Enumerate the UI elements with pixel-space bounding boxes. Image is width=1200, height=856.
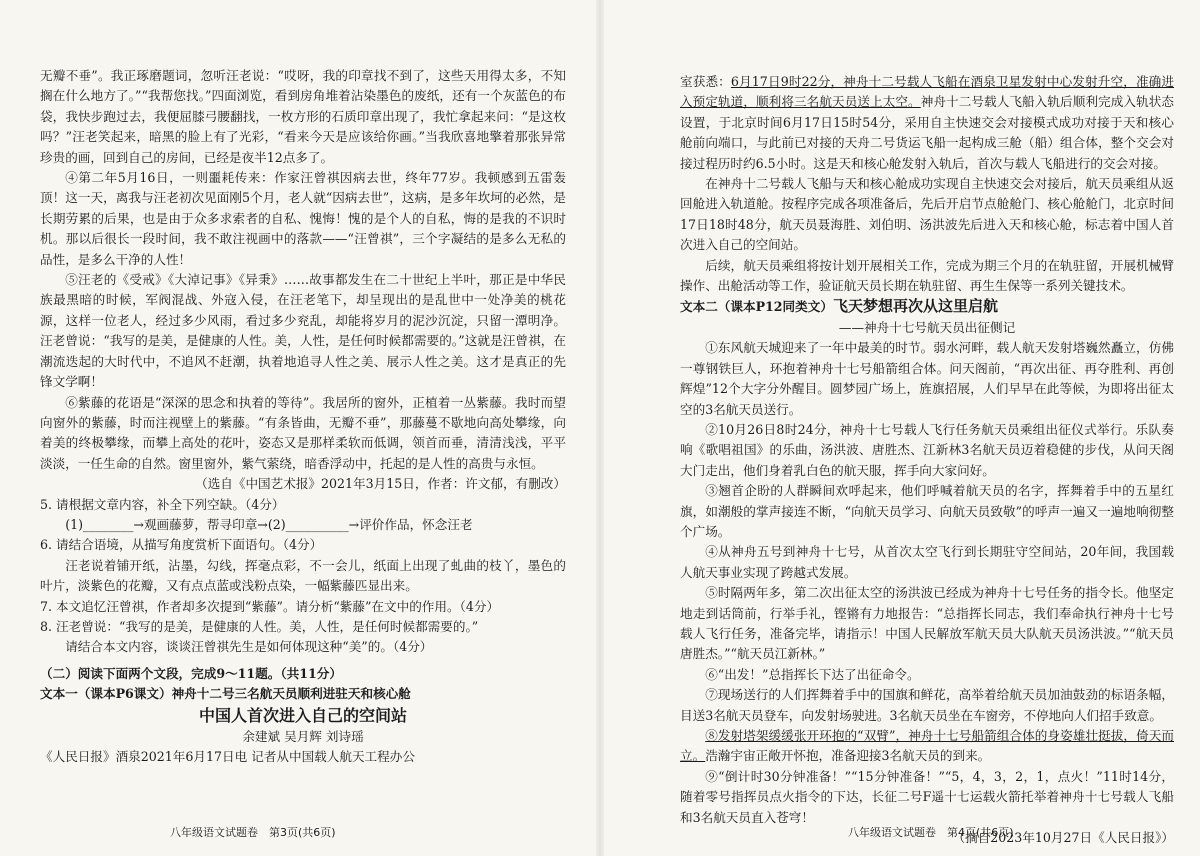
- question-5-flowchart: (1)________→观画藤萝，帮寻印章→(2)__________→评价作品，怀念汪老: [65, 516, 473, 532]
- underlined-sentence: 6月17日9时22分，神舟十二号载人飞船在酒泉卫星发射中心发射升空，准确进入预定轨道，顺利将三名航天员送上太空。: [680, 74, 1175, 110]
- text2-paragraph-5: ⑤时隔两年多，第二次出征太空的汤洪波已经成为神舟十七号任务的指令长。他坚定地走到话筒前，行举手礼，铿锵有力地报告：“总指挥长同志，我们奉命执行神舟十七号载人飞行任务，准备完毕，请指示！中国人民解放军航天员大队航天员汤洪波。”“航天员唐胜杰。”“航天员江新林。”: [680, 585, 1174, 662]
- exam-page-4: [600, 0, 1200, 856]
- text1-title: 中国人首次进入自己的空间站: [198, 705, 407, 725]
- paragraph-6: ⑥紫藤的花语是“深深的思念和执着的等待”。我居所的窗外，正植着一丛紫藤。我时而望向窗外的紫藤，时而注视壁上的紫藤。“有条皆曲，无瓣不垂”，那藤蔓不歇地向高处攀缘，向着美的终极攀缘，而攀上高处的花叶，姿态又是那样柔软而低调，领首而垂，清清浅浅，平平淡淡，一任生命的自然。窗里窗外，紫气萦绕，暗香浮动中，托起的是人性的高贵与永恒。: [40, 394, 566, 471]
- text2-paragraph-8-rest: 浩瀚宇宙正敞开怀抱，准备迎接3名航天员的到来。: [705, 748, 991, 764]
- page-footer: 八年级语文试题卷 第4页(共6页): [848, 826, 1014, 839]
- article-source: （选自《中国艺术报》2021年3月15日，作者：许文郁，有删改）: [195, 476, 566, 492]
- text2-label: 文本二（课本P12同类文）: [680, 299, 833, 315]
- underlined-sentence: ⑧发射塔架缓缓张开环抱的“双臂”，神舟十七号船箭组合体的身姿雄壮挺拔，倚天而立。: [680, 728, 1174, 764]
- text2-paragraph-7: ⑦现场送行的人们挥舞着手中的国旗和鲜花，高举着给航天员加油鼓劲的标语条幅，目送3名航天员登车，向发射场驶进。3名航天员坐在车窗旁，不停地向人们招手致意。: [680, 687, 1174, 723]
- page-footer: 八年级语文试题卷 第3页(共6页): [170, 826, 336, 839]
- text2-paragraph-8: [680, 726, 1174, 767]
- text2-paragraph-6: ⑥“出发！”总指挥长下达了出征命令。: [705, 666, 920, 682]
- text2-paragraph-4: ④从神舟五号到神舟十七号，从首次太空飞行到长期驻守空间站，20年间，我国载人航天事业实现了跨越式发展。: [680, 544, 1174, 580]
- question-8: 8. 汪老曾说：“我写的是美，是健康的人性。美，人性，是任何时候都需要的。”: [40, 618, 479, 634]
- paragraph-continued: 无瓣不垂”。我正琢磨题词，忽听汪老说：“哎呀，我的印章找不到了，这些天用得太多，不知搁在什么地方了。”“我帮您找。”四面浏览，看到房角堆着沾染墨色的废纸，还有一个灰蓝色的布袋，我快步跑过去，我便屈膝弓腰翻找，一枚方形的石质印章出现了，我忙拿起来问：“是这枚吗？”汪老笑起来，暗黑的脸上有了光彩，“看来今天是应该给你画。”当我欣喜地擎着那张异常珍贵的画，回到自己的房间，已经是夜半12点多了。: [40, 68, 566, 165]
- paragraph-5: ⑤汪老的《受戒》《大淖记事》《异秉》……故事都发生在二十世纪上半叶，那正是中华民族最黑暗的时候，军阀混战、外寇入侵，在汪老笔下，却呈现出的是乱世中一处净美的桃花源，这样一位老人，经过多少风雨，看过多少兖乱，却能将岁月的泥沙沉淀，只留一潭明净。汪老曾说：“我写的是美，是健康的人性。美，人性，是任何时候都需要的。”这就是汪曾祺，在潮流迭起的大时代中，不追风不赶潮，执着地追寻人性之美、展示人性之美。这才是真正的先锋文学啊！: [40, 272, 566, 390]
- text1-authors: 余建斌 吴月辉 刘诗瑶: [242, 728, 364, 744]
- text2-subtitle: ——神舟十七号航天员出征侧记: [838, 319, 1016, 335]
- text1-paragraph-1: [680, 72, 1174, 174]
- text1-label: 文本一（课本P6课文）神舟十二号三名航天员顺利进驻天和核心舱: [40, 686, 411, 702]
- text1-dateline: 《人民日报》酒泉2021年6月17日电 记者从中国载人航天工程办公: [40, 749, 415, 764]
- text1-paragraph-1-rest: 神舟十二号载人飞船入轨后顺利完成入轨状态设置，于北京时间6月17日15时54分，采用自主快速交会对接模式成功对接于天和核心舱前向端口，与此前已对接的天舟二号货运飞船一起构成三舱（船）组合体，整个交会对接过程历时约6.5小时。这是天和核心舱发射入轨后，首次与载人飞船进行的交会对接。: [680, 94, 1175, 171]
- text1-paragraph-3: 后续，航天员乘组将按计划开展相关工作，完成为期三个月的在轨驻留，开展机械臂操作、出舱活动等工作，验证航天员长期在轨驻留、再生生保等一系列关键技术。: [680, 257, 1174, 294]
- text1-paragraph-2: 在神舟十二号载人飞船与天和核心舱成功实现自主快速交会对接后，航天员乘组从返回舱进入轨道舱。按程序完成各项准备后，先后开启节点舱舱门、核心舱舱门，北京时间17日18时48分，航天员聂海胜、刘伯明、汤洪波先后进入天和核心舱，标志着中国人首次进入自己的空间站。: [680, 176, 1174, 253]
- text2-title: 飞天梦想再次从这里启航: [832, 297, 998, 316]
- text2-source: （摘自2023年10月27日《人民日报》）: [952, 830, 1174, 846]
- text1-lead: 室获悉：: [680, 74, 731, 89]
- text2-paragraph-3: ③翘首企盼的人群瞬间欢呼起来，他们呼喊着航天员的名字，挥舞着手中的五星红旗，如潮般的掌声接连不断，“向航天员学习、向航天员致敬”的呼声一遍又一遍地响彻整个广场。: [680, 483, 1174, 539]
- section-heading: （二）阅读下面两个文段，完成9～11题。（共11分）: [40, 665, 342, 681]
- question-6: 6. 请结合语境，从描写角度赏析下面语句。（4分）: [40, 537, 323, 553]
- text2-heading: [680, 296, 1174, 317]
- text2-paragraph-9: ⑨“倒计时30分钟准备！”“15分钟准备！”“5，4，3，2，1，点火！”11时14分，随着零号指挥员点火指令的下达，长征二号F遥十七运载火箭托举着神舟十七号载人飞船和3名航天员直入苍穹！: [680, 768, 1174, 825]
- text2-paragraph-2: ②10月26日8时24分，神舟十七号载人飞行任务航天员乘组出征仪式举行。乐队奏响《歌唱祖国》的乐曲，汤洪波、唐胜杰、江新林3名航天员迈着稳健的步伐，从问天阁大门走出，他们身着乳白色的航天服，挥手向大家问好。: [680, 421, 1174, 478]
- question-5: 5. 请根据文章内容，补全下列空缺。（4分）: [40, 496, 285, 512]
- paragraph-4: ④第二年5月16日，一则噩耗传来：作家汪曾祺因病去世，终年77岁。我顿感到五雷轰顶！这一天，离我与汪老初次见面刚5个月，老人就“因病去世”，这病，是多年坎坷的必然，是长期劳累的后果，也是由于众多求索者的自私、愧悔！愧的是个人的自私，悔的是我的不识时机。那以后很长一段时间，我不敢注视画中的落款——“汪曾祺”，三个字凝结的是多么无私的品性，是多么干净的人性！: [40, 170, 566, 267]
- question-7: 7. 本文追忆汪曾祺，作者却多次提到“紫藤”。请分析“紫藤”在文中的作用。（4分）: [40, 598, 500, 614]
- text2-paragraph-1: ①东风航天城迎来了一年中最美的时节。弱水河畔，载人航天发射塔巍然矗立，仿佛一尊钢铁巨人，环抱着神舟十七号船箭组合体。问天阁前，“再次出征、再夺胜利、再创辉煌”12个大字分外醒目。圆梦园广场上，旌旗招展，人们早早在此等候，为即将出征太空的3名航天员送行。: [680, 340, 1174, 417]
- question-6-quote: 汪老说着铺开纸，沾墨，勾线，挥毫点彩，不一会儿，纸面上出现了虬曲的枝丫，墨色的叶片，淡紫色的花瓣，又有点点蓝或浅粉点染，一幅紫藤匹显出来。: [40, 557, 566, 594]
- question-8-task: 请结合本文内容，谈谈汪曾祺先生是如何体现这种“美”的。（4分）: [65, 639, 433, 655]
